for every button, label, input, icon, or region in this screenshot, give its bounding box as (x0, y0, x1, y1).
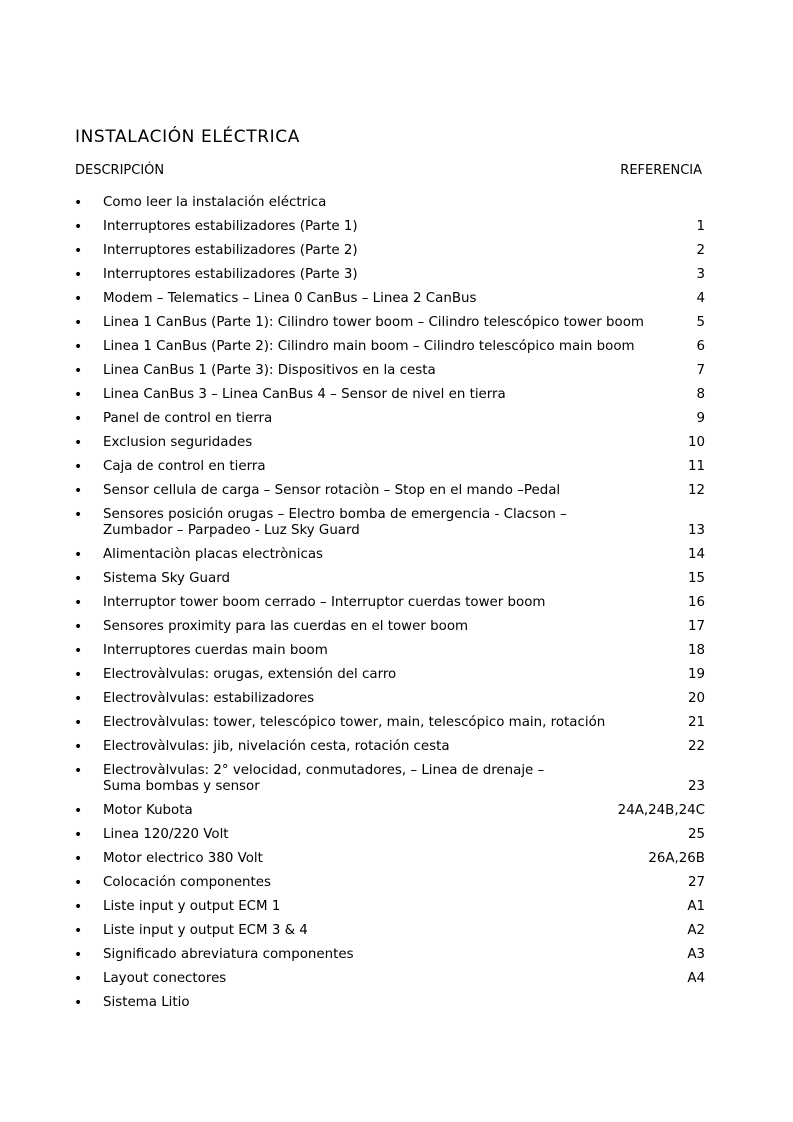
item-description: Electrovàlvulas: 2° velocidad, conmutadores, – Linea de drenaje – Suma bombas y sensor (103, 763, 545, 794)
list-item (0, 760, 793, 800)
bullet-icon: • (74, 195, 83, 211)
item-description: Electrovàlvulas: jib, nivelación cesta, rotación cesta (103, 739, 450, 754)
item-reference: 17 (687, 619, 705, 634)
item-reference: 10 (687, 435, 705, 450)
item-description: Como leer la instalación eléctrica (103, 195, 327, 210)
item-description: Sensores proximity para las cuerdas en el tower boom (103, 619, 469, 634)
item-description: Linea CanBus 3 – Linea CanBus 4 – Sensor de nivel en tierra (103, 387, 506, 402)
bullet-icon: • (74, 715, 83, 731)
list-item (0, 408, 793, 432)
item-reference: 7 (696, 363, 705, 378)
table-of-contents (0, 192, 793, 1016)
list-item (0, 568, 793, 592)
bullet-icon: • (74, 315, 83, 331)
list-item (0, 896, 793, 920)
bullet-icon: • (74, 691, 83, 707)
list-item (0, 920, 793, 944)
item-reference: 14 (687, 547, 705, 562)
bullet-icon: • (74, 339, 83, 355)
item-reference: A2 (687, 923, 705, 938)
reference-column-header: REFERENCIA (620, 163, 702, 178)
bullet-icon: • (74, 547, 83, 563)
bullet-icon: • (74, 875, 83, 891)
bullet-icon: • (74, 243, 83, 259)
item-reference: A1 (687, 899, 705, 914)
bullet-icon: • (74, 571, 83, 587)
item-description: Linea 1 CanBus (Parte 2): Cilindro main boom – Cilindro telescópico main boom (103, 339, 635, 354)
item-reference: 13 (687, 523, 705, 538)
list-item (0, 944, 793, 968)
bullet-icon: • (74, 739, 83, 755)
list-item (0, 800, 793, 824)
bullet-icon: • (74, 851, 83, 867)
bullet-icon: • (74, 995, 83, 1011)
bullet-icon: • (74, 483, 83, 499)
item-description: Sensor cellula de carga – Sensor rotaciòn – Stop en el mando –Pedal (103, 483, 561, 498)
item-reference: 1 (696, 219, 705, 234)
list-item (0, 432, 793, 456)
item-description: Linea 120/220 Volt (103, 827, 229, 842)
item-reference: 15 (687, 571, 705, 586)
item-reference: 19 (687, 667, 705, 682)
list-item (0, 848, 793, 872)
item-description: Interruptores estabilizadores (Parte 1) (103, 219, 358, 234)
list-item (0, 384, 793, 408)
list-item (0, 360, 793, 384)
bullet-icon: • (74, 435, 83, 451)
item-description: Significado abreviatura componentes (103, 947, 354, 962)
bullet-icon: • (74, 387, 83, 403)
item-reference: 27 (687, 875, 705, 890)
item-description: Caja de control en tierra (103, 459, 266, 474)
bullet-icon: • (74, 595, 83, 611)
bullet-icon: • (74, 619, 83, 635)
item-reference: 16 (687, 595, 705, 610)
item-reference: 11 (687, 459, 705, 474)
list-item (0, 192, 793, 216)
item-reference: 4 (696, 291, 705, 306)
list-item (0, 504, 793, 544)
item-reference: 6 (696, 339, 705, 354)
bullet-icon: • (74, 803, 83, 819)
item-description: Panel de control en tierra (103, 411, 273, 426)
item-reference: 5 (696, 315, 705, 330)
list-item (0, 688, 793, 712)
item-reference: 3 (696, 267, 705, 282)
item-description: Colocación componentes (103, 875, 272, 890)
bullet-icon: • (74, 363, 83, 379)
list-item (0, 288, 793, 312)
list-item (0, 480, 793, 504)
bullet-icon: • (74, 459, 83, 475)
item-description: Linea CanBus 1 (Parte 3): Dispositivos en la cesta (103, 363, 436, 378)
item-description: Layout conectores (103, 971, 227, 986)
list-item (0, 968, 793, 992)
bullet-icon: • (74, 947, 83, 963)
item-reference: 26A,26B (648, 851, 705, 866)
item-description: Electrovàlvulas: estabilizadores (103, 691, 315, 706)
bullet-icon: • (74, 411, 83, 427)
item-reference: 8 (696, 387, 705, 402)
bullet-icon: • (74, 923, 83, 939)
bullet-icon: • (74, 267, 83, 283)
list-item (0, 872, 793, 896)
list-item (0, 992, 793, 1016)
list-item (0, 824, 793, 848)
list-item (0, 544, 793, 568)
item-reference: 12 (687, 483, 705, 498)
item-reference: 24A,24B,24C (617, 803, 705, 818)
bullet-icon: • (74, 507, 83, 523)
bullet-icon: • (74, 667, 83, 683)
item-description: Modem – Telematics – Linea 0 CanBus – Linea 2 CanBus (103, 291, 477, 306)
list-item (0, 712, 793, 736)
item-description: Sensores posición orugas – Electro bomba de emergencia - Clacson – Zumbador – Parpadeo - Luz Sky Guard (103, 507, 567, 538)
item-description: Electrovàlvulas: tower, telescópico tower, main, telescópico main, rotación (103, 715, 606, 730)
item-description: Interruptores cuerdas main boom (103, 643, 328, 658)
list-item (0, 216, 793, 240)
list-item (0, 616, 793, 640)
item-reference: 18 (687, 643, 705, 658)
bullet-icon: • (74, 763, 83, 779)
item-reference: A4 (687, 971, 705, 986)
bullet-icon: • (74, 971, 83, 987)
description-column-header: DESCRIPCIÓN (75, 163, 165, 178)
bullet-icon: • (74, 899, 83, 915)
item-reference: 2 (696, 243, 705, 258)
list-item (0, 640, 793, 664)
list-item (0, 592, 793, 616)
list-item (0, 736, 793, 760)
list-item (0, 240, 793, 264)
item-description: Exclusion seguridades (103, 435, 253, 450)
item-description: Sistema Sky Guard (103, 571, 230, 586)
item-reference: 22 (687, 739, 705, 754)
item-description: Electrovàlvulas: orugas, extensión del carro (103, 667, 397, 682)
list-item (0, 664, 793, 688)
item-description: Motor Kubota (103, 803, 193, 818)
item-reference: 23 (687, 779, 705, 794)
item-description: Alimentaciòn placas electrònicas (103, 547, 324, 562)
item-description: Sistema Litio (103, 995, 190, 1010)
list-item (0, 336, 793, 360)
bullet-icon: • (74, 643, 83, 659)
item-reference: 25 (687, 827, 705, 842)
list-item (0, 312, 793, 336)
page-title: INSTALACIÓN ELÉCTRICA (75, 127, 300, 147)
item-description: Liste input y output ECM 1 (103, 899, 281, 914)
list-item (0, 264, 793, 288)
item-reference: A3 (687, 947, 705, 962)
bullet-icon: • (74, 291, 83, 307)
item-description: Motor electrico 380 Volt (103, 851, 263, 866)
item-description: Interruptores estabilizadores (Parte 3) (103, 267, 358, 282)
item-description: Liste input y output ECM 3 & 4 (103, 923, 308, 938)
item-description: Interruptor tower boom cerrado – Interruptor cuerdas tower boom (103, 595, 546, 610)
bullet-icon: • (74, 219, 83, 235)
item-description: Interruptores estabilizadores (Parte 2) (103, 243, 358, 258)
item-description: Linea 1 CanBus (Parte 1): Cilindro tower boom – Cilindro telescópico tower boom (103, 315, 644, 330)
item-reference: 20 (687, 691, 705, 706)
bullet-icon: • (74, 827, 83, 843)
list-item (0, 456, 793, 480)
item-reference: 9 (696, 411, 705, 426)
item-reference: 21 (687, 715, 705, 730)
